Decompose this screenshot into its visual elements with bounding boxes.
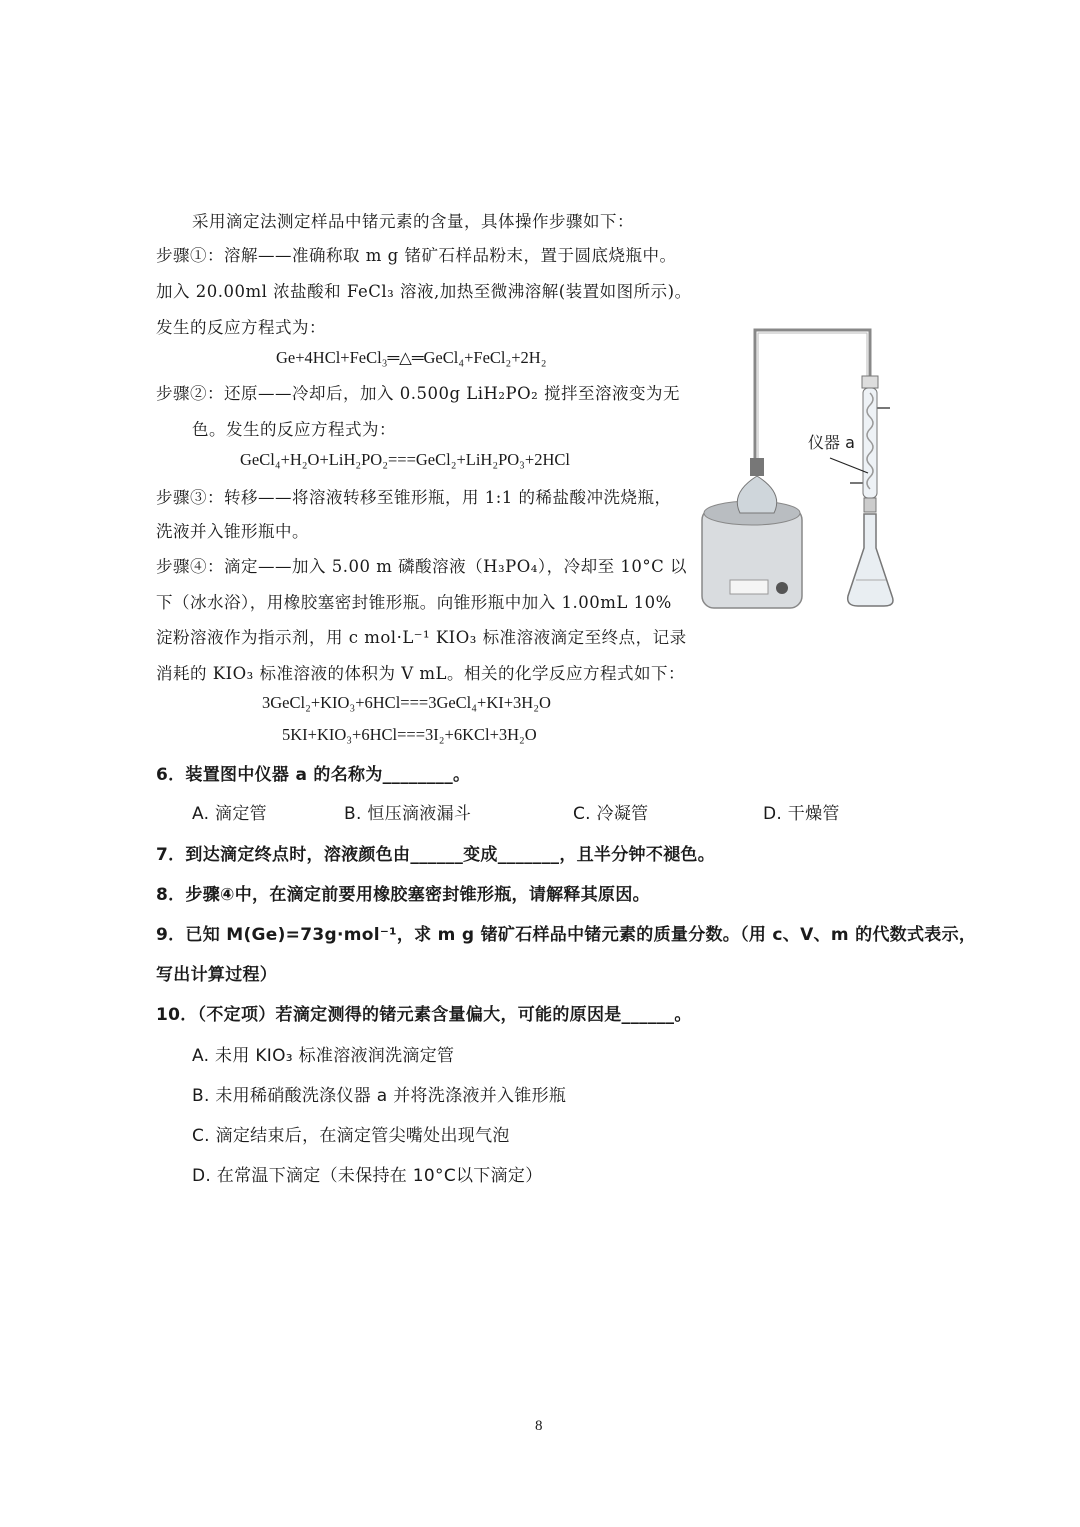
condenser-tip	[864, 498, 876, 512]
question-7: 7．到达滴定终点时，溶液颜色由______变成_______，且半分钟不褪色。	[156, 845, 716, 865]
step4-line3: 淀粉溶液作为指示剂，用 c mol·L⁻¹ KIO₃ 标准溶液滴定至终点，记录	[156, 628, 687, 647]
step2-line1: 步骤②：还原——冷却后，加入 0.500g LiH₂PO₂ 搅拌至溶液变为无	[156, 384, 681, 403]
q6-option-b: B. 恒压滴液漏斗	[344, 804, 472, 824]
question-8: 8．步骤④中，在滴定前要用橡胶塞密封锥形瓶，请解释其原因。	[156, 885, 650, 905]
q10-option-d: D. 在常温下滴定（未保持在 10°C以下滴定）	[192, 1166, 543, 1186]
label-pointer	[830, 458, 868, 473]
q6-option-a: A. 滴定管	[192, 804, 267, 824]
condenser-joint	[862, 376, 878, 388]
q10-option-b: B. 未用稀硝酸洗涤仪器 a 并将洗涤液并入锥形瓶	[192, 1086, 567, 1106]
step4-equation2: 5KI+KIO₃+6HCl===3I₂+6KCl+3H₂O	[282, 725, 537, 744]
step4-line2: 下（冰水浴），用橡胶塞密封锥形瓶。向锥形瓶中加入 1.00mL 10%	[156, 593, 672, 612]
page-number: 8	[535, 1418, 543, 1434]
mantle-panel	[730, 580, 768, 594]
round-bottom-flask	[737, 476, 776, 513]
q10-option-c: C. 滴定结束后，在滴定管尖嘴处出现气泡	[192, 1126, 510, 1146]
step4-equation1: 3GeCl₂+KIO₃+6HCl===3GeCl₄+KI+3H₂O	[262, 693, 551, 712]
q6-option-c: C. 冷凝管	[573, 804, 649, 824]
q10-option-a: A. 未用 KIO₃ 标准溶液润洗滴定管	[192, 1046, 455, 1066]
apparatus-drawing	[700, 318, 930, 618]
step1-line3: 发生的反应方程式为：	[156, 318, 326, 337]
step2-line2: 色。发生的反应方程式为：	[192, 420, 396, 439]
question-9-line2: 写出计算过程）	[156, 965, 278, 985]
question-6: 6．装置图中仪器 a 的名称为________。	[156, 765, 471, 785]
question-9-line1: 9．已知 M(Ge)=73g·mol⁻¹，求 m g 锗矿石样品中锗元素的质量分数。（用 c、V、m 的代数式表示，	[156, 925, 977, 945]
step4-line1: 步骤④：滴定——加入 5.00 m 磷酸溶液（H₃PO₄），冷却至 10°C 以	[156, 557, 687, 576]
step3-line2: 洗液并入锥形瓶中。	[156, 522, 309, 541]
step4-line4: 消耗的 KIO₃ 标准溶液的体积为 V mL。相关的化学反应方程式如下：	[156, 664, 685, 683]
apparatus-figure	[700, 318, 930, 618]
step1-equation: Ge+4HCl+FeCl₃═△═GeCl₄+FeCl₂+2H₂	[276, 348, 547, 367]
question-10: 10．（不定项）若滴定测得的锗元素含量偏大，可能的原因是______。	[156, 1005, 692, 1025]
instrument-a-label: 仪器 a	[808, 433, 855, 452]
mantle-knob	[776, 582, 788, 594]
step2-equation: GeCl₄+H₂O+LiH₂PO₂===GeCl₂+LiH₂PO₃+2HCl	[240, 450, 570, 469]
conical-flask	[848, 514, 893, 606]
step1-line2: 加入 20.00ml 浓盐酸和 FeCl₃ 溶液,加热至微沸溶解(装置如图所示)。	[156, 282, 692, 301]
intro-text: 采用滴定法测定样品中锗元素的含量，具体操作步骤如下：	[192, 212, 634, 231]
step1-line1: 步骤①：溶解——准确称取 m g 锗矿石样品粉末，置于圆底烧瓶中。	[156, 246, 677, 265]
flask-stopper	[750, 458, 764, 476]
q6-option-d: D. 干燥管	[763, 804, 840, 824]
step3-line1: 步骤③：转移——将溶液转移至锥形瓶，用 1:1 的稀盐酸冲洗烧瓶，	[156, 488, 672, 507]
